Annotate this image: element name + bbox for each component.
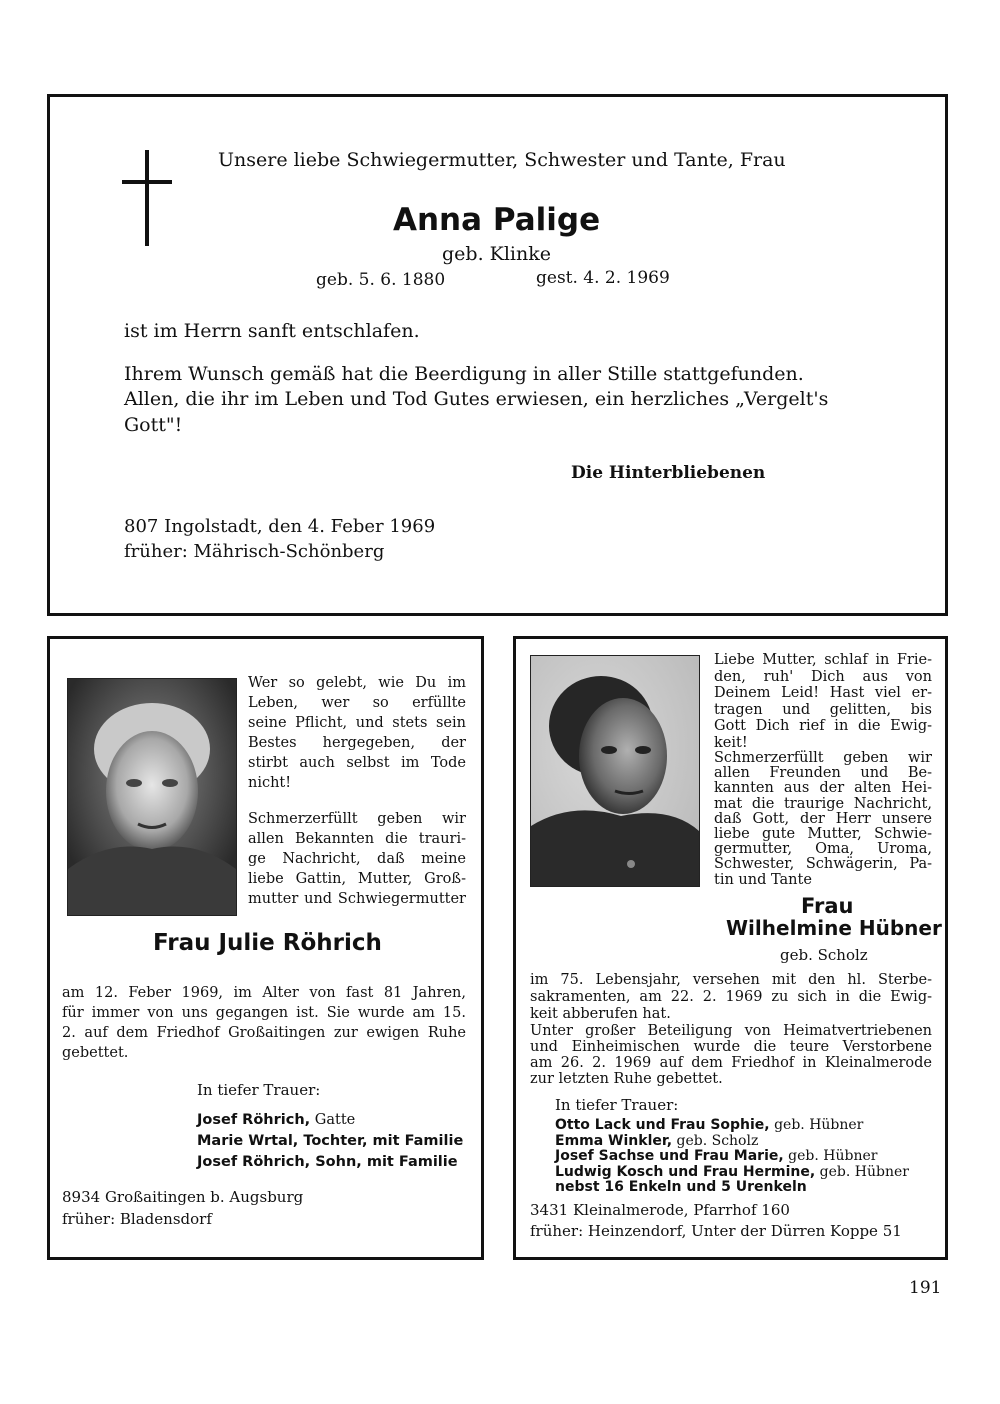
mourner [197, 1134, 463, 1155]
right-former-home: früher: Heinzendorf, Unter der Dürren Koppe 51 [530, 1222, 902, 1240]
details-line: am 26. 2. 1969 auf dem Friedhof in Kleinalmerode [530, 1055, 932, 1071]
birth-date: geb. 5. 6. 1880 [316, 270, 446, 290]
mourner [555, 1165, 909, 1181]
message-line: kannten aus der alten Hei- [714, 780, 932, 797]
details-line: im 75. Lebensjahr, versehen mit den hl. Sterbe- [530, 972, 932, 988]
notice-line-2: Ihrem Wunsch gemäß hat die Beerdigung in aller Stille stattgefunden. [124, 363, 804, 385]
poem-line: Gott Dich rief in die Ewig- [714, 718, 932, 734]
notice-line-3: Allen, die ihr im Leben und Tod Gutes erwiesen, ein herzliches „Vergelt's [124, 388, 829, 410]
right-place: 3431 Kleinalmerode, Pfarrhof 160 [530, 1201, 790, 1219]
message-line: Schwester, Schwägerin, Pa- [714, 856, 932, 873]
death-date: gest. 4. 2. 1969 [536, 268, 670, 288]
poem-line: stirbt auch selbst im Tode [248, 755, 466, 771]
details-line: Unter großer Beteiligung von Heimatvertriebenen [530, 1023, 932, 1039]
details-line: 2. auf dem Friedhof Großaitingen zur ewigen Ruhe [62, 1025, 466, 1041]
message-line: allen Freunden und Be- [714, 765, 932, 782]
mourner-relation: geb. Hübner [788, 1148, 878, 1164]
message-line: mutter und Schwiegermutter [248, 891, 466, 907]
notice-line-1: ist im Herrn sanft entschlafen. [124, 320, 420, 342]
poem-line: Deinem Leid! Hast viel er- [714, 685, 932, 701]
poem-line: seine Pflicht, und stets sein [248, 715, 466, 731]
poem-line: Leben, wer so erfüllte [248, 695, 466, 711]
cross-icon [122, 150, 172, 246]
message-line: Schmerzerfüllt geben wir [714, 750, 932, 766]
left-former-home: früher: Bladensdorf [62, 1210, 212, 1228]
message-line: germutter, Oma, Uroma, [714, 841, 932, 858]
portrait-photo-julie [67, 678, 237, 916]
left-deceased-name: Frau Julie Röhrich [153, 930, 382, 956]
poem-line: tragen und gelitten, bis [714, 701, 932, 718]
details-line: gebettet. [62, 1045, 129, 1061]
mourner-relation: geb. Scholz [676, 1132, 759, 1149]
message-line: tin und Tante [714, 871, 812, 888]
details-line: für immer von uns gegangen ist. Sie wurde am 15. [62, 1005, 466, 1021]
mourner-name: Ludwig Kosch und Frau Hermine, [555, 1163, 816, 1180]
right-deceased-name: Wilhelmine Hübner [726, 916, 942, 940]
message-line: liebe gute Mutter, Schwie- [714, 825, 932, 842]
left-message [248, 812, 466, 912]
message-line: Schmerzerfüllt geben wir [248, 811, 466, 827]
message-line: mat die traurige Nachricht, [714, 795, 932, 812]
left-place: 8934 Großaitingen b. Augsburg [62, 1188, 304, 1206]
right-poem [714, 653, 932, 752]
left-poem [248, 676, 466, 796]
mourner-relation: geb. Hübner [819, 1163, 909, 1180]
message-line: daß Gott, der Herr unsere [714, 810, 932, 827]
place-date: 807 Ingolstadt, den 4. Feber 1969 [124, 516, 436, 537]
poem-line: Wer so gelebt, wie Du im [248, 675, 466, 691]
mourner [197, 1155, 463, 1176]
right-message [714, 751, 932, 888]
message-line: allen Bekannten die trauri- [248, 831, 466, 847]
mourner [555, 1118, 909, 1134]
portrait-photo-wilhelmine [530, 655, 700, 887]
mourner-name: Otto Lack und Frau Sophie, [555, 1117, 770, 1133]
poem-line: keit! [714, 734, 748, 751]
mourner [197, 1113, 463, 1134]
details-line: zur letzten Ruhe gebettet. [530, 1071, 723, 1087]
poem-line: Bestes hergegeben, der [248, 735, 466, 751]
left-mourning-label: In tiefer Trauer: [197, 1081, 321, 1099]
details-line: am 12. Feber 1969, im Alter von fast 81 Jahren, [62, 985, 466, 1001]
message-line: ge Nachricht, daß meine [248, 851, 466, 867]
poem-line: Liebe Mutter, schlaf in Frie- [714, 652, 932, 668]
mourner-name: Josef Sachse und Frau Marie, [555, 1148, 784, 1164]
right-mourning-label: In tiefer Trauer: [555, 1096, 679, 1114]
deceased-name: Anna Palige [393, 202, 601, 238]
details-line: sakramenten, am 22. 2. 1969 zu sich in die Ewig- [530, 989, 932, 1005]
right-title: Frau [801, 894, 854, 918]
right-mourners [555, 1118, 909, 1196]
mourner-name: Josef Röhrich, [197, 1112, 311, 1128]
mourner-relation: geb. Hübner [774, 1117, 864, 1133]
poem-line: den, ruh' Dich aus von [714, 668, 932, 685]
right-details [530, 973, 932, 1088]
mourner [555, 1134, 909, 1150]
mourner [555, 1149, 909, 1165]
mourner-name: Marie Wrtal, Tochter, mit Familie [197, 1133, 464, 1149]
page-number: 191 [909, 1278, 942, 1298]
details-line: keit abberufen hat. [530, 1006, 671, 1022]
mourner [555, 1180, 909, 1196]
poem-line: nicht! [248, 775, 292, 791]
details-line: und Einheimischen wurde die teure Verstorbene [530, 1039, 932, 1055]
message-line: liebe Gattin, Mutter, Groß- [248, 871, 466, 887]
left-details [62, 986, 466, 1066]
maiden-name: geb. Klinke [442, 243, 551, 265]
mourner-name: Emma Winkler, [555, 1132, 673, 1149]
notice-line-4: Gott"! [124, 414, 183, 436]
signature: Die Hinterbliebenen [571, 463, 766, 483]
top-notice-frame [47, 94, 948, 616]
left-mourners [197, 1113, 463, 1176]
former-home: früher: Mährisch-Schönberg [124, 541, 385, 562]
mourner-name: nebst 16 Enkeln und 5 Urenkeln [555, 1179, 807, 1195]
right-maiden-name: geb. Scholz [780, 946, 868, 964]
mourner-relation: Gatte [314, 1112, 356, 1128]
intro-line: Unsere liebe Schwiegermutter, Schwester und Tante, Frau [218, 149, 786, 171]
mourner-name: Josef Röhrich, Sohn, mit Familie [197, 1154, 458, 1170]
